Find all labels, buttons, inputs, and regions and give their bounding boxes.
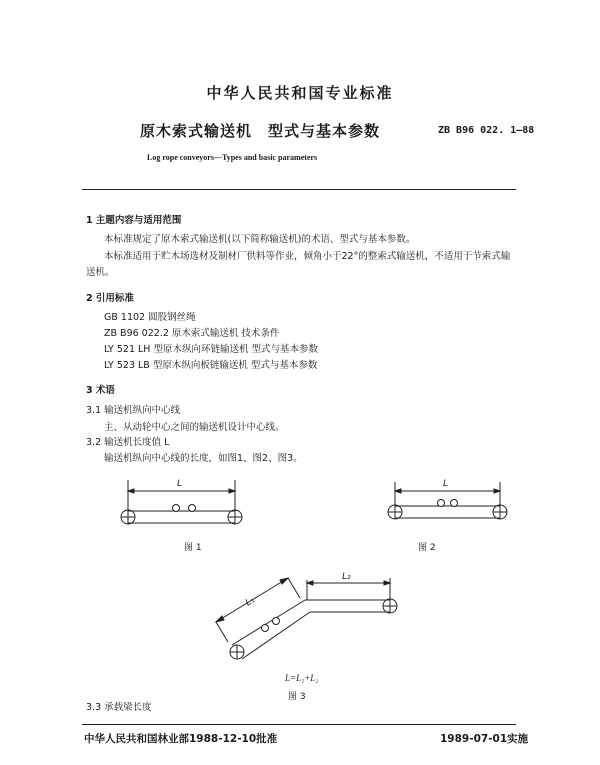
figure-3-dim-L2: L₂: [342, 572, 351, 582]
figure-3-caption: 图 3: [288, 692, 306, 702]
term-3-2-heading: 3.2 输送机长度值 L: [86, 437, 170, 448]
section-1-para-2-line-2: 送机。: [86, 267, 115, 278]
term-3-2-text: 输送机纵向中心线的长度，如图1、图2、图3。: [104, 453, 303, 464]
figure-1-caption: 图 1: [184, 543, 202, 553]
section-2-heading: 2 引用标准: [86, 293, 134, 304]
reference-item: LY 523 LB 型原木纵向板链输送机 型式与基本参数: [104, 360, 318, 371]
term-3-1-text: 主、从动轮中心之间的输送机设计中心线。: [104, 422, 285, 433]
approval-line: 中华人民共和国林业部1988-12-10批准: [84, 733, 278, 745]
figure-3-formula: L=L₁+L₂: [285, 673, 319, 683]
reference-item: ZB B96 022.2 原木索式输送机 技术条件: [104, 328, 280, 339]
term-3-1-heading: 3.1 输送机纵向中心线: [86, 405, 181, 416]
reference-item: LY 521 LH 型原木纵向环链输送机 型式与基本参数: [104, 344, 318, 355]
term-3-3-heading: 3.3 承载梁长度: [86, 702, 152, 713]
standard-category: 中华人民共和国专业标准: [206, 84, 394, 102]
effective-date: 1989-07-01实施: [440, 733, 529, 745]
standard-number: ZB B96 022. 1—88: [438, 125, 535, 136]
reference-item: GB 1102 圆股钢丝绳: [104, 312, 196, 323]
figure-3-dim-L1: L₁: [244, 595, 257, 609]
figure-3-conveyor: [216, 578, 397, 659]
title-main: 原木索式输送机: [140, 122, 253, 140]
section-1-heading: 1 主题内容与适用范围: [86, 215, 182, 226]
section-1-para-1: 本标准规定了原木索式输送机(以下简称输送机)的术语、型式与基本参数。: [104, 234, 416, 245]
figure-1-dim-L: L: [177, 479, 183, 489]
english-title: Log rope conveyors—Types and basic parameters: [147, 153, 318, 162]
figure-2-dim-L: L: [443, 479, 449, 489]
title-sub: 型式与基本参数: [268, 122, 381, 140]
section-1-para-2-line-1: 本标准适用于贮木场选材及制材厂供料等作业，倾角小于22°的整索式输送机，不适用于节索式输: [104, 251, 511, 262]
figure-2-caption: 图 2: [418, 543, 436, 553]
section-3-heading: 3 术语: [86, 385, 115, 396]
bottom-rule: [82, 724, 516, 725]
